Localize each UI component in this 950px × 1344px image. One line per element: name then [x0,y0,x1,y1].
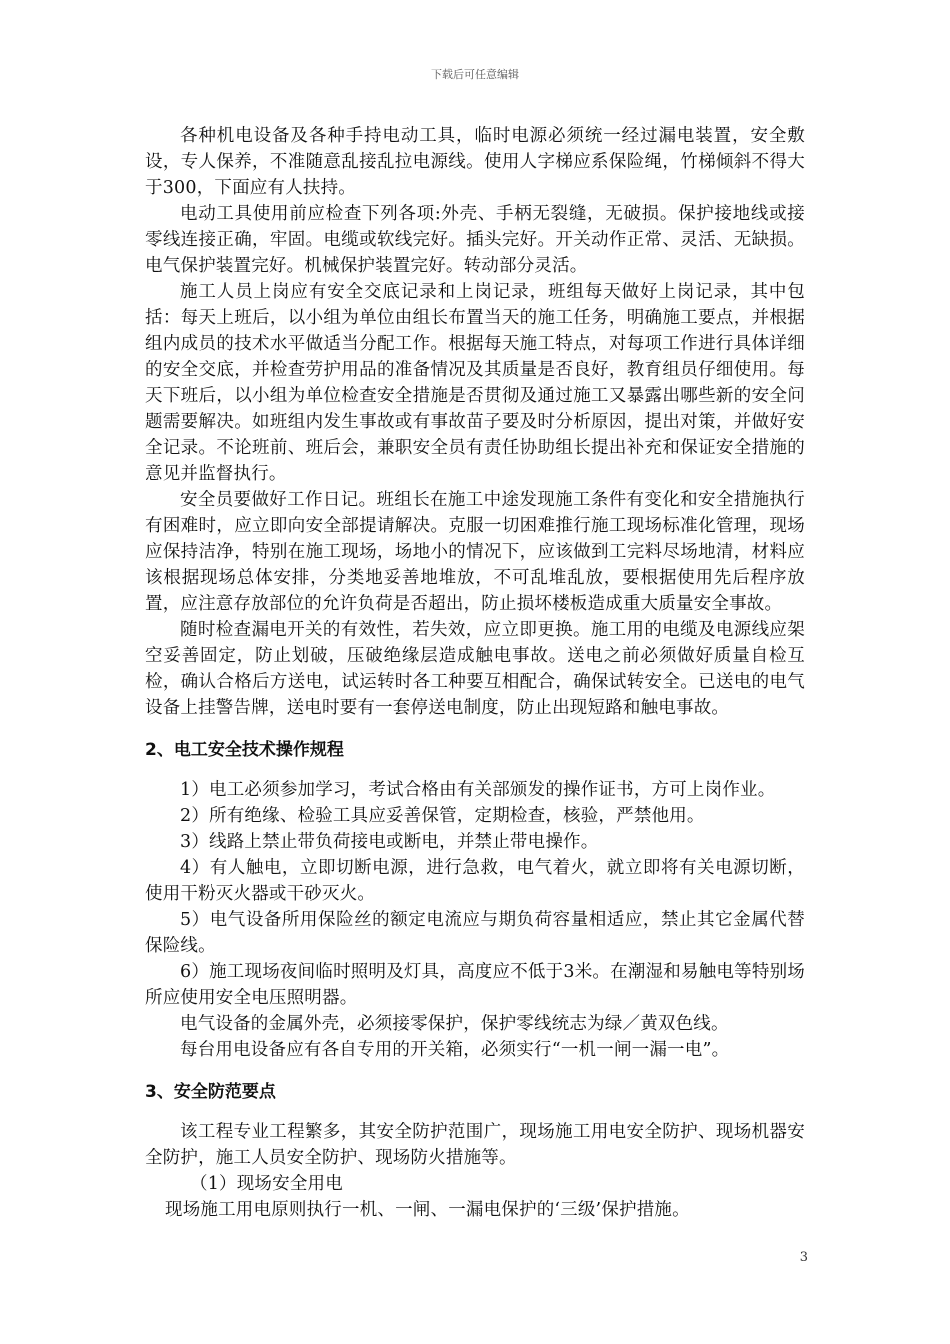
page-number: 3 [799,1250,808,1265]
page-content [145,123,805,1223]
paragraph: 该工程专业工程繁多，其安全防护范围广，现场施工用电安全防护、现场机器安全防护，施工人员安全防护、现场防火措施等。 [145,1122,805,1168]
paragraph: 随时检查漏电开关的有效性，若失效，应立即更换。施工用的电缆及电源线应架空妥善固定，防止划破，压破绝缘层造成触电事故。送电之前必须做好质量自检互检，确认合格后方送电，试运转时各工种要互相配合，确保试转安全。已送电的电气设备上挂警告牌，送电时要有一套停送电制度，防止出现短路和触电事故。 [145,620,805,718]
paragraph: 各种机电设备及各种手持电动工具，临时电源必须统一经过漏电装置，安全敷设，专人保养，不准随意乱接乱拉电源线。使用人字梯应系保险绳，竹梯倾斜不得大于300，下面应有人扶持。 [145,126,805,198]
list-item: 1）电工必须参加学习，考试合格由有关部颁发的操作证书，方可上岗作业。 [180,780,776,800]
paragraph: 现场施工用电原则执行一机、一闸、一漏电保护的‘三级’保护措施。 [165,1200,690,1220]
paragraph: 施工人员上岗应有安全交底记录和上岗记录，班组每天做好上岗记录，其中包括：每天上班后，以小组为单位由组长布置当天的施工任务，明确施工要点，并根据组内成员的技术水平做适当分配工作。根据每天施工特点，对每项工作进行具体详细的安全交底，并检查劳护用品的准备情况及其质量是否良好，教育组员仔细使用。每天下班后，以小组为单位检查安全措施是否贯彻及通过施工又暴露出哪些新的安全问题需要解决。如班组内发生事故或有事故苗子要及时分析原因，提出对策，并做好安全记录。不论班前、班后会，兼职安全员有责任协助组长提出补充和保证安全措施的意见并监督执行。 [145,282,805,484]
section-heading-3: 3、安全防范要点 [145,1082,276,1102]
list-item: 4）有人触电，立即切断电源，进行急救，电气着火，就立即将有关电源切断，使用干粉灭火器或干砂灭火。 [145,858,805,904]
list-item: 5）电气设备所用保险丝的额定电流应与期负荷容量相适应，禁止其它金属代替保险线。 [145,910,805,956]
list-item: 3）线路上禁止带负荷接电或断电，并禁止带电操作。 [180,832,599,852]
section-heading-2: 2、电工安全技术操作规程 [145,740,344,760]
list-item: 6）施工现场夜间临时照明及灯具，高度应不低于3米。在潮湿和易触电等特别场所应使用安全电压照明器。 [145,962,805,1008]
list-item: 2）所有绝缘、检验工具应妥善保管，定期检查，核验，严禁他用。 [180,806,705,826]
paragraph: 电动工具使用前应检查下列各项:外壳、手柄无裂缝，无破损。保护接地线或接零线连接正确，牢固。电缆或软线完好。插头完好。开关动作正常、灵活、无缺损。电气保护装置完好。机械保护装置完好。转动部分灵活。 [145,204,805,276]
sub-heading: （1）现场安全用电 [190,1174,343,1194]
page-header: 下载后可任意编辑 [431,68,519,81]
list-item: 电气设备的金属外壳，必须接零保护，保护零线统志为绿／黄双色线。 [180,1014,729,1034]
list-item: 每台用电设备应有各自专用的开关箱，必须实行“一机一闸一漏一电”。 [180,1040,730,1060]
paragraph: 安全员要做好工作日记。班组长在施工中途发现施工条件有变化和安全措施执行有困难时，应立即向安全部提请解决。克服一切困难推行施工现场标准化管理，现场应保持洁净，特别在施工现场，场地小的情况下，应该做到工完料尽场地清，材料应该根据现场总体安排，分类地妥善地堆放，不可乱堆乱放，要根据使用先后程序放置，应注意存放部位的允许负荷是否超出，防止损坏楼板造成重大质量安全事故。 [145,490,805,614]
